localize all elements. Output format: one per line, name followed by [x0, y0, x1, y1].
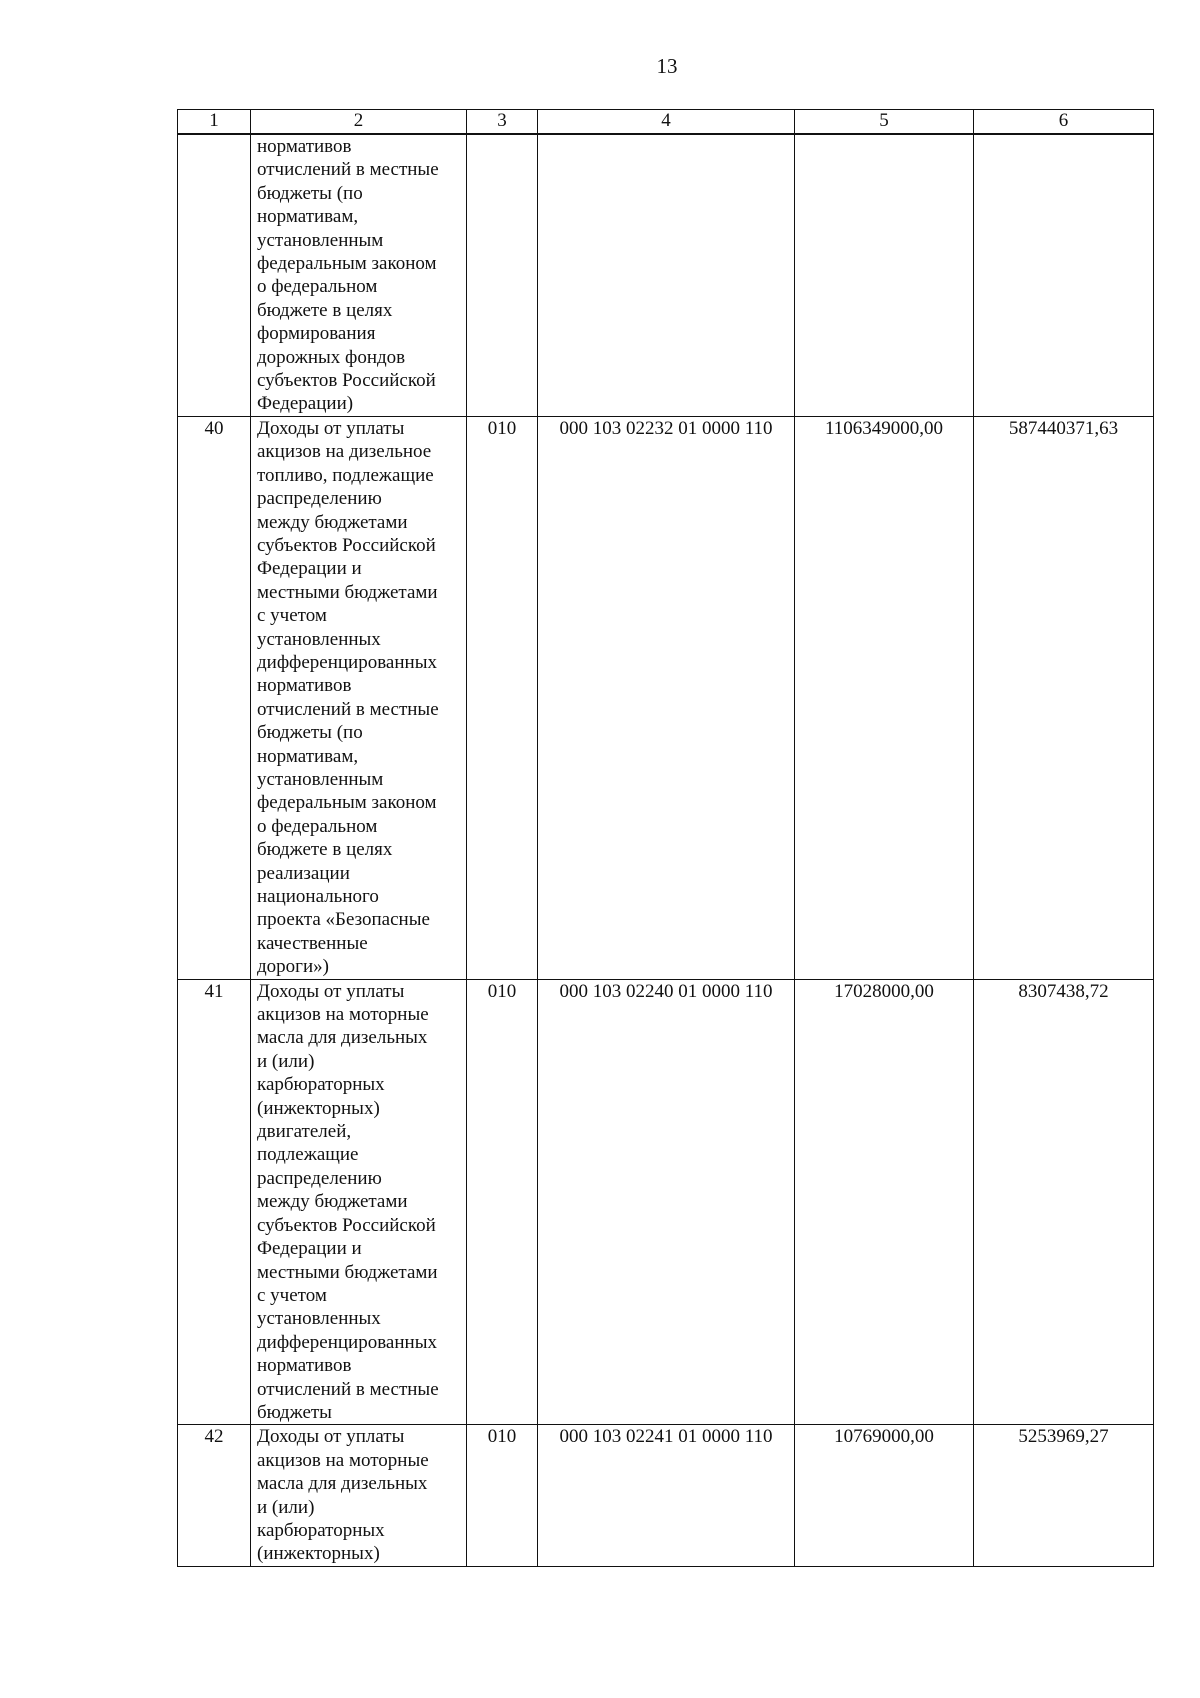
- revenue-table: [177, 109, 1154, 1567]
- budget-classification-code: 000 103 02232 01 0000 110: [538, 416, 795, 979]
- table-row: [178, 1425, 1154, 1566]
- header-col-5: 5: [795, 110, 974, 135]
- revenue-name-line: бюджеты: [257, 1401, 332, 1423]
- table-header-row: [178, 110, 1154, 135]
- revenue-name-line: карбюраторных: [257, 1519, 385, 1541]
- revenue-name-line: двигателей,: [257, 1121, 352, 1143]
- revenue-name-line: с учетом: [257, 1284, 327, 1306]
- revenue-name-line: (инжекторных): [257, 1097, 380, 1119]
- actual-amount: 587440371,63: [974, 416, 1154, 979]
- planned-amount: 1106349000,00: [795, 416, 974, 979]
- revenue-name: [251, 1425, 467, 1566]
- admin-code: 010: [467, 979, 538, 1425]
- revenue-name-line: между бюджетами: [257, 1191, 408, 1213]
- row-number: 40: [178, 416, 251, 979]
- revenue-name-line: и (или): [257, 1050, 315, 1072]
- revenue-name-line: проекта «Безопасные: [257, 909, 430, 931]
- actual-amount: 5253969,27: [974, 1425, 1154, 1566]
- revenue-name-line: установленным: [257, 768, 384, 790]
- planned-amount: 10769000,00: [795, 1425, 974, 1566]
- admin-code: [467, 134, 538, 416]
- header-col-3: 3: [467, 110, 538, 135]
- revenue-name-line: Федерации и: [257, 1238, 362, 1260]
- revenue-name-line: качественные: [257, 932, 368, 954]
- revenue-name-line: формирования: [257, 323, 376, 345]
- revenue-name-line: Доходы от уплаты: [257, 980, 405, 1002]
- revenue-name-line: местными бюджетами: [257, 1261, 438, 1283]
- revenue-name-line: Доходы от уплаты: [257, 1426, 405, 1448]
- actual-amount: [974, 134, 1154, 416]
- table-body: [178, 110, 1154, 1567]
- revenue-name-line: (инжекторных): [257, 1543, 380, 1565]
- revenue-name-line: субъектов Российской: [257, 370, 436, 392]
- revenue-name-line: распределению: [257, 488, 382, 510]
- revenue-name-line: установленных: [257, 628, 381, 650]
- revenue-name-line: масла для дизельных: [257, 1027, 428, 1049]
- revenue-name-line: нормативов: [257, 136, 352, 157]
- revenue-name-line: бюджете в целях: [257, 839, 393, 861]
- revenue-name: [251, 416, 467, 979]
- planned-amount: [795, 134, 974, 416]
- revenue-name-line: подлежащие: [257, 1144, 359, 1166]
- admin-code: 010: [467, 1425, 538, 1566]
- revenue-name-line: Федерации): [257, 393, 354, 415]
- revenue-name-line: распределению: [257, 1167, 382, 1189]
- revenue-name-line: и (или): [257, 1496, 315, 1518]
- header-col-6: 6: [974, 110, 1154, 135]
- revenue-name-line: бюджете в целях: [257, 299, 393, 321]
- revenue-name-line: акцизов на моторные: [257, 1449, 429, 1471]
- revenue-name-line: с учетом: [257, 605, 327, 627]
- header-col-2: 2: [251, 110, 467, 135]
- revenue-name-line: федеральным законом: [257, 253, 437, 275]
- planned-amount: 17028000,00: [795, 979, 974, 1425]
- revenue-name-line: дифференцированных: [257, 651, 437, 673]
- header-col-4: 4: [538, 110, 795, 135]
- budget-classification-code: 000 103 02241 01 0000 110: [538, 1425, 795, 1566]
- row-number: 42: [178, 1425, 251, 1566]
- revenue-name-line: о федеральном: [257, 815, 378, 837]
- budget-classification-code: 000 103 02240 01 0000 110: [538, 979, 795, 1425]
- revenue-name-line: бюджеты (по: [257, 722, 363, 744]
- revenue-name-line: отчислений в местные: [257, 159, 439, 181]
- revenue-name-line: национального: [257, 886, 379, 907]
- revenue-name-line: топливо, подлежащие: [257, 464, 434, 486]
- revenue-name: [251, 979, 467, 1425]
- revenue-name-line: Федерации и: [257, 558, 362, 580]
- budget-classification-code: [538, 134, 795, 416]
- revenue-name-line: установленным: [257, 229, 384, 251]
- row-number: [178, 134, 251, 416]
- revenue-name-line: субъектов Российской: [257, 534, 436, 556]
- revenue-name-line: бюджеты (по: [257, 182, 363, 204]
- revenue-name-line: акцизов на дизельное: [257, 441, 432, 463]
- table-row: [178, 134, 1154, 416]
- revenue-name-line: карбюраторных: [257, 1074, 385, 1096]
- table-row: [178, 979, 1154, 1425]
- revenue-name-line: нормативов: [257, 675, 352, 697]
- row-number: 41: [178, 979, 251, 1425]
- revenue-name-line: отчислений в местные: [257, 1378, 439, 1400]
- revenue-name-line: реализации: [257, 862, 350, 884]
- revenue-name-line: нормативам,: [257, 745, 359, 767]
- revenue-name-line: дифференцированных: [257, 1331, 437, 1353]
- revenue-name-line: нормативам,: [257, 206, 359, 228]
- revenue-name-line: нормативов: [257, 1355, 352, 1377]
- revenue-name-line: дорожных фондов: [257, 346, 406, 368]
- revenue-name-line: о федеральном: [257, 276, 378, 298]
- admin-code: 010: [467, 416, 538, 979]
- page-number: 13: [656, 54, 678, 78]
- revenue-name-line: акцизов на моторные: [257, 1004, 429, 1026]
- revenue-name: [251, 134, 467, 416]
- table-row: [178, 416, 1154, 979]
- revenue-name-line: федеральным законом: [257, 792, 437, 814]
- revenue-name-line: Доходы от уплаты: [257, 417, 405, 439]
- revenue-name-line: дороги»): [257, 956, 329, 978]
- revenue-name-line: между бюджетами: [257, 511, 408, 533]
- revenue-name-line: установленных: [257, 1308, 381, 1330]
- revenue-name-line: масла для дизельных: [257, 1473, 428, 1495]
- actual-amount: 8307438,72: [974, 979, 1154, 1425]
- header-col-1: 1: [178, 110, 251, 135]
- revenue-name-line: субъектов Российской: [257, 1214, 436, 1236]
- revenue-name-line: отчислений в местные: [257, 698, 439, 720]
- revenue-name-line: местными бюджетами: [257, 581, 438, 603]
